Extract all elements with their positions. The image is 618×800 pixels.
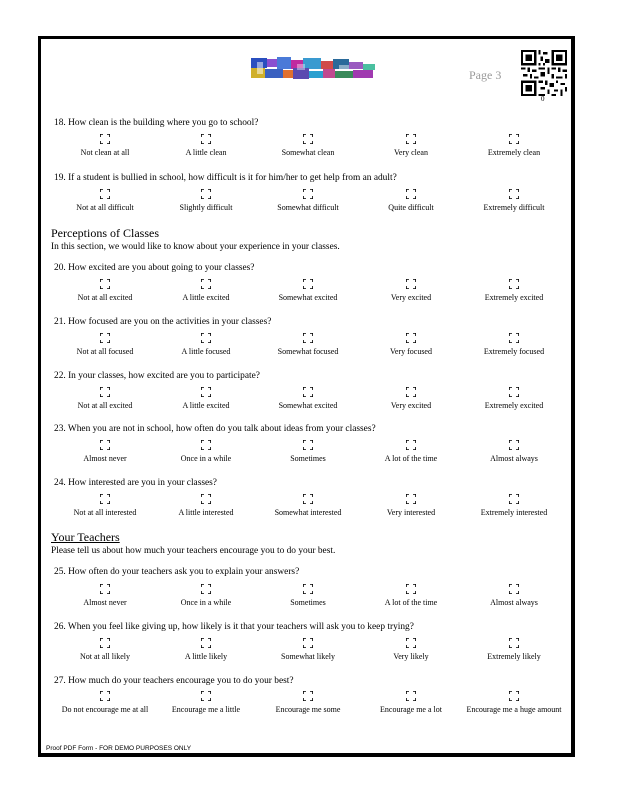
question-25-options	[50, 584, 565, 610]
question-19-text: 19. If a student is bullied in school, how difficult is it for him/her to get help from an adult?	[54, 173, 397, 183]
question-22-text: 22. In your classes, how excited are you to participate?	[54, 371, 260, 381]
option-label: Not at all interested	[73, 508, 137, 517]
option-label: Once in a while	[180, 454, 232, 463]
option-1[interactable]	[55, 189, 155, 213]
checkbox-icon[interactable]	[100, 387, 110, 397]
option-5[interactable]	[464, 333, 564, 357]
option-label: A lot of the time	[384, 454, 438, 463]
option-label: A little interested	[178, 508, 234, 517]
option-3[interactable]	[258, 584, 358, 608]
option-label: Not at all excited	[77, 293, 133, 302]
question-20-text: 20. How excited are you about going to your classes?	[54, 263, 255, 273]
option-2[interactable]	[156, 189, 256, 213]
option-3[interactable]	[258, 494, 358, 518]
option-label: A little excited	[182, 401, 230, 410]
section-intro-perceptions: In this section, we would like to know about your experience in your classes.	[51, 242, 340, 252]
question-24-text: 24. How interested are you in your classes?	[54, 478, 217, 488]
checkbox-icon[interactable]	[303, 333, 313, 343]
option-1[interactable]	[55, 387, 155, 411]
option-label: Very excited	[390, 293, 432, 302]
checkbox-icon[interactable]	[100, 638, 110, 648]
checkbox-icon[interactable]	[509, 189, 519, 199]
option-3[interactable]	[258, 189, 358, 213]
question-25-text: 25. How often do your teachers ask you to explain your answers?	[54, 567, 300, 577]
option-label: Extremely excited	[484, 293, 544, 302]
checkbox-icon[interactable]	[303, 279, 313, 289]
option-label: Extremely clean	[487, 148, 541, 157]
option-label: Slightly difficult	[179, 203, 233, 212]
option-2[interactable]	[156, 440, 256, 464]
option-4[interactable]	[361, 638, 461, 662]
option-label: Extremely difficult	[483, 203, 545, 212]
checkbox-icon[interactable]	[509, 440, 519, 450]
checkbox-icon[interactable]	[201, 387, 211, 397]
checkbox-icon[interactable]	[406, 189, 416, 199]
checkbox-icon[interactable]	[303, 387, 313, 397]
option-label: Sometimes	[290, 454, 326, 463]
checkbox-icon[interactable]	[406, 584, 416, 594]
option-label: Almost never	[83, 598, 127, 607]
option-label: Extremely excited	[484, 401, 544, 410]
checkbox-icon[interactable]	[100, 333, 110, 343]
option-3[interactable]	[258, 638, 358, 662]
option-5[interactable]	[464, 638, 564, 662]
option-5[interactable]	[464, 189, 564, 213]
option-label: A little focused	[181, 347, 231, 356]
checkbox-icon[interactable]	[406, 440, 416, 450]
checkbox-icon[interactable]	[303, 638, 313, 648]
checkbox-icon[interactable]	[303, 584, 313, 594]
option-very-clean[interactable]	[361, 134, 461, 158]
option-4[interactable]	[361, 189, 461, 213]
option-label: A little excited	[182, 293, 230, 302]
checkbox-icon[interactable]	[100, 134, 110, 144]
option-label: Very excited	[390, 401, 432, 410]
checkbox-icon[interactable]	[201, 638, 211, 648]
qr-number: 0	[541, 95, 545, 103]
checkbox-icon[interactable]	[406, 333, 416, 343]
checkbox-icon[interactable]	[406, 279, 416, 289]
option-1[interactable]	[55, 638, 155, 662]
checkbox-icon[interactable]	[100, 440, 110, 450]
option-label: Not at all excited	[77, 401, 133, 410]
question-20-options	[50, 279, 565, 305]
page-number-label: Page 3	[469, 68, 502, 82]
question-26-options	[50, 638, 565, 664]
checkbox-icon[interactable]	[201, 134, 211, 144]
checkbox-icon[interactable]	[201, 189, 211, 199]
checkbox-icon[interactable]	[201, 440, 211, 450]
checkbox-icon[interactable]	[509, 387, 519, 397]
option-somewhat-clean[interactable]	[258, 134, 358, 158]
option-2[interactable]	[156, 494, 256, 518]
checkbox-icon[interactable]	[303, 440, 313, 450]
option-1[interactable]	[55, 691, 155, 715]
option-2[interactable]	[156, 584, 256, 608]
checkbox-icon[interactable]	[406, 387, 416, 397]
option-label: Somewhat likely	[281, 652, 335, 661]
question-21-text: 21. How focused are you on the activities in your classes?	[54, 317, 272, 327]
question-18-options	[50, 134, 565, 160]
question-24-options	[50, 494, 565, 520]
option-label: Somewhat clean	[281, 148, 335, 157]
option-5[interactable]	[464, 440, 564, 464]
checkbox-icon[interactable]	[201, 494, 211, 504]
option-label: Encourage me a huge amount	[466, 705, 562, 714]
option-label: Do not encourage me at all	[61, 705, 149, 714]
option-5[interactable]	[464, 387, 564, 411]
option-label: Very likely	[393, 652, 429, 661]
question-23-options	[50, 440, 565, 466]
option-label: Encourage me some	[275, 705, 341, 714]
option-2[interactable]	[156, 333, 256, 357]
option-3[interactable]	[258, 279, 358, 303]
checkbox-icon[interactable]	[406, 494, 416, 504]
option-label: Somewhat excited	[278, 293, 338, 302]
section-intro-teachers: Please tell us about how much your teachers encourage you to do your best.	[51, 546, 336, 556]
option-1[interactable]	[55, 279, 155, 303]
option-label: Not at all difficult	[76, 203, 134, 212]
option-a-little-clean[interactable]	[156, 134, 256, 158]
section-title-perceptions: Perceptions of Classes	[51, 226, 159, 240]
option-label: Encourage me a lot	[380, 705, 442, 714]
checkbox-icon[interactable]	[303, 494, 313, 504]
option-label: Not at all focused	[76, 347, 134, 356]
checkbox-icon[interactable]	[303, 691, 313, 701]
checkbox-icon[interactable]	[509, 134, 519, 144]
option-2[interactable]	[156, 691, 256, 715]
option-3[interactable]	[258, 691, 358, 715]
option-4[interactable]	[361, 387, 461, 411]
option-label: Not at all likely	[80, 652, 130, 661]
section-title-teachers: Your Teachers	[51, 530, 120, 544]
option-1[interactable]	[55, 494, 155, 518]
option-label: Once in a while	[180, 598, 232, 607]
option-5[interactable]	[464, 584, 564, 608]
option-label: Very interested	[386, 508, 436, 517]
option-label: A little likely	[184, 652, 228, 661]
option-2[interactable]	[156, 387, 256, 411]
question-27-text: 27. How much do your teachers encourage you to do your best?	[54, 676, 294, 686]
option-label: Extremely focused	[483, 347, 545, 356]
checkbox-icon[interactable]	[100, 279, 110, 289]
option-label: Extremely likely	[487, 652, 541, 661]
option-3[interactable]	[258, 333, 358, 357]
question-21-options	[50, 333, 565, 359]
question-18-text: 18. How clean is the building where you go to school?	[54, 118, 259, 128]
option-label: A lot of the time	[384, 598, 438, 607]
question-26-text: 26. When you feel like giving up, how likely is it that your teachers will ask you to keep trying?	[54, 622, 414, 632]
option-4[interactable]	[361, 691, 461, 715]
logo-image	[249, 56, 377, 82]
option-5[interactable]	[464, 279, 564, 303]
option-label: Not clean at all	[80, 148, 130, 157]
checkbox-icon[interactable]	[509, 638, 519, 648]
checkbox-icon[interactable]	[509, 279, 519, 289]
option-label: Very clean	[394, 148, 428, 157]
option-label: Somewhat interested	[274, 508, 342, 517]
option-not-clean-at-all[interactable]	[55, 134, 155, 158]
checkbox-icon[interactable]	[303, 134, 313, 144]
option-label: A little clean	[185, 148, 227, 157]
checkbox-icon[interactable]	[509, 333, 519, 343]
checkbox-icon[interactable]	[201, 279, 211, 289]
option-4[interactable]	[361, 494, 461, 518]
option-label: Very focused	[390, 347, 432, 356]
checkbox-icon[interactable]	[100, 494, 110, 504]
checkbox-icon[interactable]	[100, 691, 110, 701]
question-27-options	[50, 691, 565, 717]
option-3[interactable]	[258, 387, 358, 411]
checkbox-icon[interactable]	[100, 584, 110, 594]
option-5[interactable]	[464, 494, 564, 518]
option-label: Quite difficult	[388, 203, 434, 212]
option-4[interactable]	[361, 584, 461, 608]
option-2[interactable]	[156, 279, 256, 303]
footer-text: Proof PDF Form - FOR DEMO PURPOSES ONLY	[46, 745, 192, 752]
option-label: Somewhat focused	[277, 347, 339, 356]
checkbox-icon[interactable]	[201, 333, 211, 343]
checkbox-icon[interactable]	[201, 584, 211, 594]
option-1[interactable]	[55, 333, 155, 357]
option-4[interactable]	[361, 333, 461, 357]
option-3[interactable]	[258, 440, 358, 464]
checkbox-icon[interactable]	[406, 638, 416, 648]
question-23-text: 23. When you are not in school, how often do you talk about ideas from your classes?	[54, 424, 376, 434]
option-label: Somewhat difficult	[277, 203, 339, 212]
checkbox-icon[interactable]	[303, 189, 313, 199]
question-19-options	[50, 189, 565, 215]
option-label: Extremely interested	[480, 508, 548, 517]
option-2[interactable]	[156, 638, 256, 662]
option-5[interactable]	[464, 691, 564, 715]
checkbox-icon[interactable]	[509, 691, 519, 701]
option-label: Almost always	[490, 454, 538, 463]
checkbox-icon[interactable]	[100, 189, 110, 199]
option-4[interactable]	[361, 440, 461, 464]
question-22-options	[50, 387, 565, 413]
checkbox-icon[interactable]	[201, 691, 211, 701]
option-1[interactable]	[55, 584, 155, 608]
option-label: Sometimes	[290, 598, 326, 607]
option-label: Almost never	[83, 454, 127, 463]
checkbox-icon[interactable]	[406, 134, 416, 144]
option-label: Almost always	[490, 598, 538, 607]
qr-code-icon	[521, 50, 567, 96]
option-1[interactable]	[55, 440, 155, 464]
checkbox-icon[interactable]	[406, 691, 416, 701]
option-extremely-clean[interactable]	[464, 134, 564, 158]
option-label: Somewhat excited	[278, 401, 338, 410]
option-label: Encourage me a little	[171, 705, 241, 714]
checkbox-icon[interactable]	[509, 584, 519, 594]
checkbox-icon[interactable]	[509, 494, 519, 504]
option-4[interactable]	[361, 279, 461, 303]
